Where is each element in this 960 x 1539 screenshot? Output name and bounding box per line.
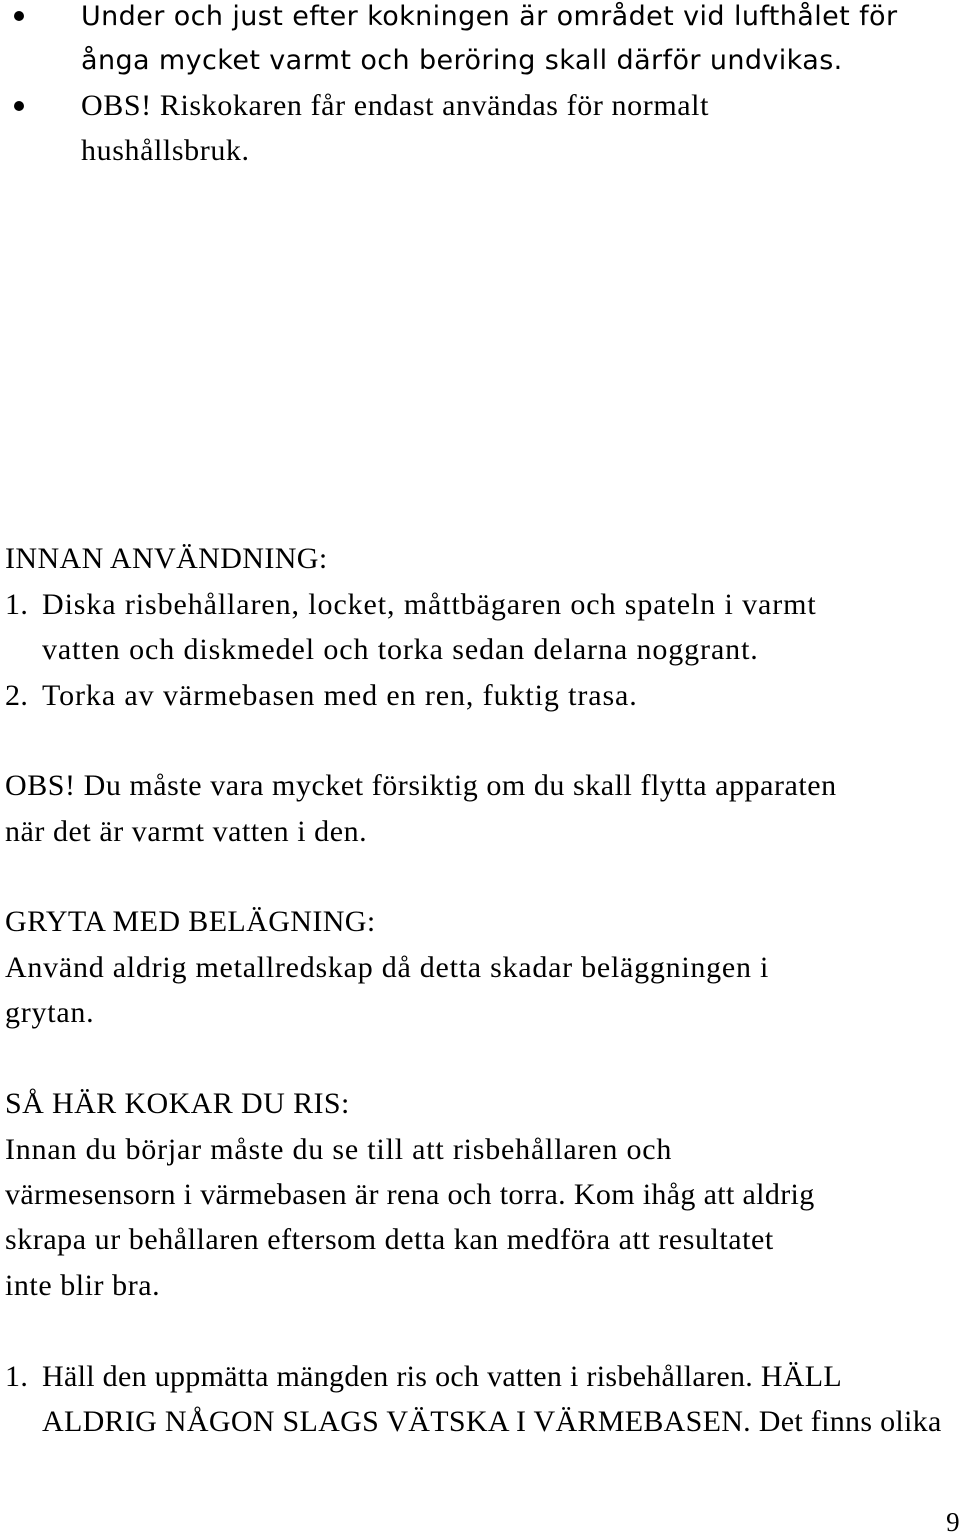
bullet-dot xyxy=(14,11,24,21)
innan-item-2-number: 2. xyxy=(5,679,29,712)
sa-har-line-3: skrapa ur behållaren eftersom detta kan medföra att resultatet xyxy=(5,1223,774,1256)
innan-item-2-line-1: Torka av värmebasen med en ren, fuktig trasa. xyxy=(42,679,638,712)
obs-note-line-1: OBS! Du måste vara mycket försiktig om du skall flytta apparaten xyxy=(5,769,837,802)
sa-har-line-2: värmesensorn i värmebasen är rena och torra. Kom ihåg att aldrig xyxy=(5,1178,815,1211)
sa-har-heading: SÅ HÄR KOKAR DU RIS: xyxy=(5,1087,350,1120)
bullet-item-1-line-1: Under och just efter kokningen är området vid lufthålet för xyxy=(81,1,898,32)
innan-item-1-number: 1. xyxy=(5,588,29,621)
sa-har-line-1: Innan du börjar måste du se till att risbehållaren och xyxy=(5,1133,673,1166)
bullet-item-1-line-2: ånga mycket varmt och beröring skall därför undvikas. xyxy=(81,45,843,76)
innan-item-1-line-1: Diska risbehållaren, locket, måttbägaren och spateln i varmt xyxy=(42,588,817,621)
gryta-heading: GRYTA MED BELÄGNING: xyxy=(5,905,376,938)
gryta-line-1: Använd aldrig metallredskap då detta skadar beläggningen i xyxy=(5,951,770,984)
bullet-item-2-line-2: hushållsbruk. xyxy=(81,134,250,167)
innan-heading: INNAN ANVÄNDNING: xyxy=(5,542,328,575)
sa-har-line-4: inte blir bra. xyxy=(5,1269,161,1302)
gryta-line-2: grytan. xyxy=(5,996,95,1029)
innan-item-1-line-2: vatten och diskmedel och torka sedan delarna noggrant. xyxy=(42,633,759,666)
obs-note-line-2: när det är varmt vatten i den. xyxy=(5,815,368,848)
page-number: 9 xyxy=(946,1507,960,1537)
bullet-item-2-line-1: OBS! Riskokaren får endast användas för normalt xyxy=(81,89,710,122)
step-1-number: 1. xyxy=(5,1360,29,1393)
step-1-line-1: Häll den uppmätta mängden ris och vatten i risbehållaren. HÄLL xyxy=(42,1360,843,1393)
step-1-line-2: ALDRIG NÅGON SLAGS VÄTSKA I VÄRMEBASEN. Det finns olika xyxy=(42,1405,942,1438)
bullet-dot xyxy=(14,101,24,111)
